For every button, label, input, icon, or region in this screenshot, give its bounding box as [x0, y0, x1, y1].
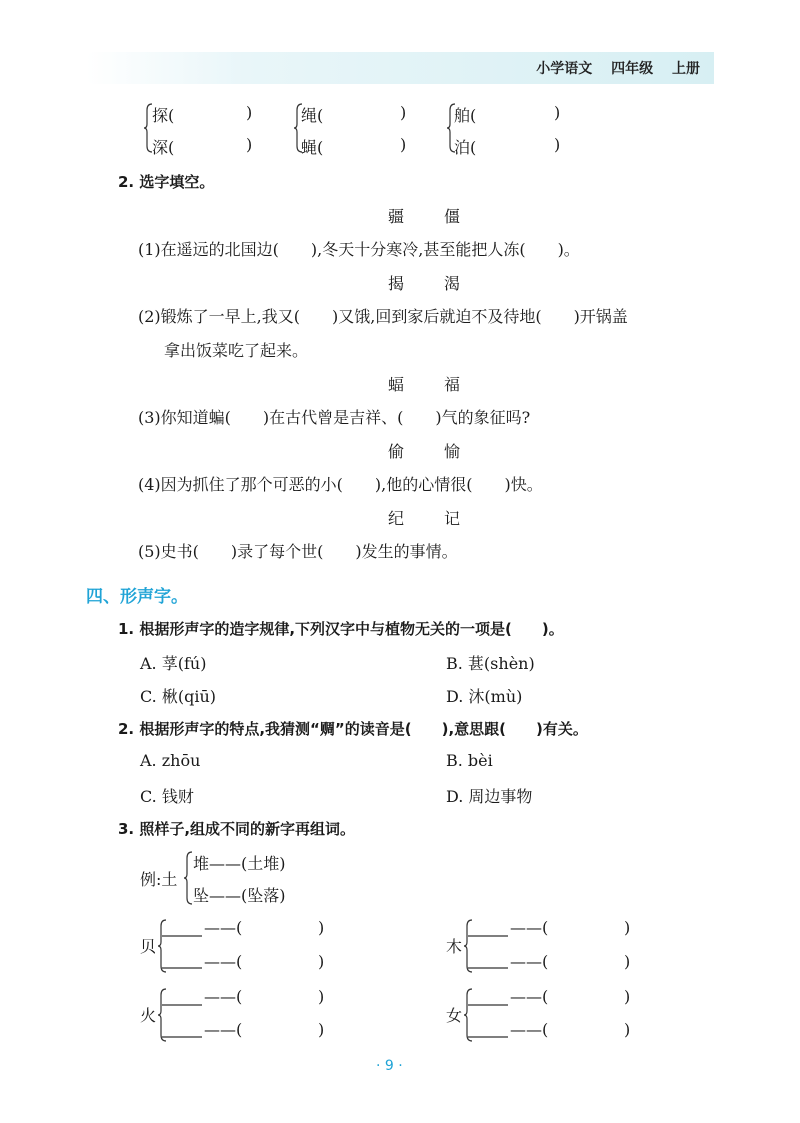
- choice-char: 偷: [388, 442, 405, 461]
- s4-q2-option-d[interactable]: D. 周边事物: [446, 787, 533, 806]
- pair-1-top: 探(: [152, 106, 175, 125]
- q2-5-text: (5)史书( )录了每个世( )发生的事情。: [138, 542, 458, 561]
- blank-close: ): [318, 918, 325, 937]
- blank-dash[interactable]: ——(: [510, 1020, 549, 1039]
- choice-char: 蝠: [388, 375, 405, 394]
- blank-dash[interactable]: ——(: [510, 918, 549, 937]
- choice-char: 疆: [388, 207, 405, 226]
- blank-dash[interactable]: ——(: [510, 987, 549, 1006]
- pair-3-bottom: 泊(: [454, 138, 477, 157]
- s4-q1-option-a[interactable]: A. 莩(fú): [140, 654, 207, 673]
- radical-nv-brace: [464, 987, 508, 1043]
- blank-dash[interactable]: ——(: [204, 952, 243, 971]
- s4-q2-option-c[interactable]: C. 钱财: [140, 787, 194, 806]
- page-number: · 9 ·: [376, 1058, 403, 1074]
- choice-char: 福: [444, 375, 461, 394]
- pair-2-bottom: 蝇(: [301, 138, 324, 157]
- q2-4-text: (4)因为抓住了那个可恶的小( ),他的心情很( )快。: [138, 475, 543, 494]
- q2-2-text-cont: 拿出饭菜吃了起来。: [164, 341, 309, 360]
- example-bottom: 坠——(坠落): [193, 886, 286, 905]
- blank-close: ): [318, 952, 325, 971]
- s4-q1-option-c[interactable]: C. 楸(qiū): [140, 687, 216, 706]
- s4-q1-option-d[interactable]: D. 沐(mù): [446, 687, 523, 706]
- blank-close: ): [318, 1020, 325, 1039]
- q2-2-choices: [388, 271, 460, 294]
- choice-char: 纪: [388, 509, 405, 528]
- s4-q2-option-a[interactable]: A. zhōu: [140, 751, 201, 770]
- radical-mu: 木: [446, 937, 463, 956]
- s4-q3-title: 3. 照样子,组成不同的新字再组词。: [118, 820, 356, 838]
- blank-dash[interactable]: ——(: [204, 1020, 243, 1039]
- page-header: [86, 52, 714, 84]
- q2-1-text: (1)在遥远的北国边( ),冬天十分寒冷,甚至能把人冻( )。: [138, 240, 580, 259]
- q2-4-choices: [388, 439, 460, 462]
- blank-dash[interactable]: ——(: [204, 987, 243, 1006]
- pair-3-bottom-close: ): [554, 135, 561, 154]
- choice-char: 渴: [444, 274, 461, 293]
- example-label: 例:土: [140, 870, 178, 889]
- header-text: [522, 58, 700, 78]
- blank-close: ): [624, 918, 631, 937]
- s4-q1-title: 1. 根据形声字的造字规律,下列汉字中与植物无关的一项是( )。: [118, 620, 564, 638]
- choice-char: 记: [444, 509, 461, 528]
- choice-char: 揭: [388, 274, 405, 293]
- choice-char: 僵: [444, 207, 461, 226]
- radical-bei-brace: [158, 918, 202, 974]
- q2-title: 2. 选字填空。: [118, 173, 215, 191]
- blank-dash[interactable]: ——(: [204, 918, 243, 937]
- pair-2-bottom-close: ): [400, 135, 407, 154]
- radical-huo-brace: [158, 987, 202, 1043]
- section-4-title: 四、形声字。: [86, 587, 188, 607]
- radical-mu-brace: [464, 918, 508, 974]
- q2-3-choices: [388, 372, 460, 395]
- pair-3-top-close: ): [554, 103, 561, 122]
- s4-q1-option-b[interactable]: B. 葚(shèn): [446, 654, 535, 673]
- radical-nv: 女: [446, 1006, 463, 1025]
- q2-3-text: (3)你知道蝙( )在古代曾是吉祥、( )气的象征吗?: [138, 408, 531, 427]
- pair-2-top-close: ): [400, 103, 407, 122]
- choice-char: 愉: [444, 442, 461, 461]
- pair-1-bottom-close: ): [246, 135, 253, 154]
- q2-1-choices: [388, 204, 460, 227]
- header-volume: 上册: [672, 61, 700, 77]
- blank-dash[interactable]: ——(: [510, 952, 549, 971]
- pair-1-top-close: ): [246, 103, 253, 122]
- s4-q2-option-b[interactable]: B. bèi: [446, 751, 493, 770]
- pair-2-top: 绳(: [301, 106, 324, 125]
- pair-1-bottom: 深(: [152, 138, 175, 157]
- blank-close: ): [624, 952, 631, 971]
- blank-close: ): [624, 987, 631, 1006]
- header-subject: 小学语文: [536, 61, 593, 77]
- s4-q2-title: 2. 根据形声字的特点,我猜测“赒”的读音是( ),意思跟( )有关。: [118, 720, 588, 738]
- radical-bei: 贝: [140, 937, 157, 956]
- pair-3-top: 舶(: [454, 106, 477, 125]
- header-grade: 四年级: [611, 61, 654, 77]
- q2-5-choices: [388, 506, 460, 529]
- q2-2-text: (2)锻炼了一早上,我又( )又饿,回到家后就迫不及待地( )开锅盖: [138, 307, 628, 326]
- blank-close: ): [624, 1020, 631, 1039]
- example-top: 堆——(土堆): [193, 854, 286, 873]
- radical-huo: 火: [140, 1006, 157, 1025]
- blank-close: ): [318, 987, 325, 1006]
